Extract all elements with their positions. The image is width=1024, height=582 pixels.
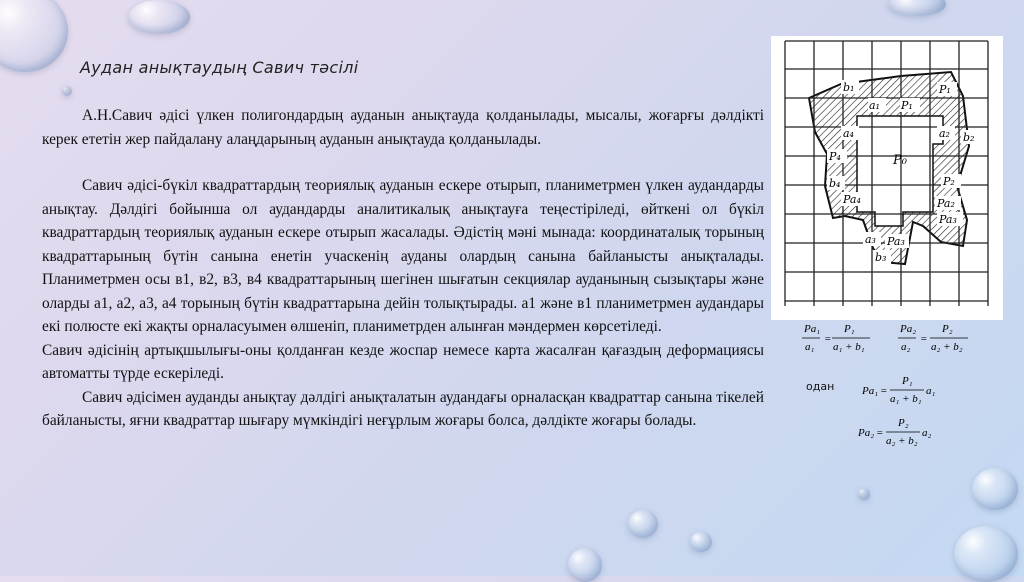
f1-lhs-den: a₁ bbox=[805, 341, 815, 353]
f2-rhs-num: P₂ bbox=[942, 323, 953, 335]
f4-equals: = bbox=[876, 427, 884, 439]
label-a4: a₄ bbox=[843, 127, 854, 140]
label-b1: b₁ bbox=[843, 81, 855, 94]
f3-den: a₁ + b₁ bbox=[890, 393, 922, 405]
water-drop-decoration bbox=[858, 488, 870, 500]
f1-lhs-num: Pa₁ bbox=[804, 323, 821, 335]
label-p2: P₂ bbox=[943, 175, 955, 188]
label-pa4: Pa₄ bbox=[843, 193, 861, 206]
f2-lhs-den: a₂ bbox=[901, 341, 911, 353]
odan-label: одан bbox=[806, 380, 835, 393]
water-drop-decoration bbox=[0, 0, 68, 72]
label-p4: P₄ bbox=[829, 150, 841, 163]
f4-lhs: Pa₂ bbox=[858, 427, 875, 439]
slide-title: Аудан анықтаудың Савич тәсілі bbox=[80, 58, 359, 77]
paragraph-1: А.Н.Савич әдісі үлкен полигондардың ауданын анықтауда қолданылады, мысалы, жоғарғы дәлдікті керек ететін жер пайдалану алаңдарының ауданын анықтауда қолданылады. bbox=[42, 107, 764, 148]
f1-rhs-den: a₁ + b₁ bbox=[833, 341, 865, 353]
paragraph-2: Савич әдісі-бүкіл квадраттардың теориялық ауданын ескере отырып, планиметрмен үлкен аудандарды анықтау. Дәлдігі бойынша ол аудандарды аналитикалық анықтауға теңестіріледі, өйткені ол бүкіл квадраттардың теориялық ауданын ескере отырып жасалады. Әдістің мәні мынада: координаталық торының квадраттарының бүтін санына енетін учаскенің ауданы олардың санына байланысты анықталады. Планиметрмен осы в1, в2, в3, в4 квадраттарының шегінен шығатын секциялар ауданының сызықтары және оларды а1, а2, а3, а4 торының бүтін квадраттарына дейін толықтырады. а1 және в1 планиметрмен аудандары екі полюсте екі жақты орналасуымен өлшеніп, планиметрден алынған мәндермен көрсетіледі. bbox=[42, 177, 764, 335]
label-a1: a₁ bbox=[869, 99, 880, 112]
water-drop-decoration bbox=[628, 510, 658, 538]
label-p1a: P₁ bbox=[901, 99, 913, 112]
label-p0: P₀ bbox=[893, 153, 907, 168]
f4-mult: a₂ bbox=[922, 427, 932, 439]
f3-equals: = bbox=[880, 385, 888, 397]
f2-lhs-num: Pa₂ bbox=[900, 323, 917, 335]
label-a2: a₂ bbox=[939, 127, 950, 140]
label-pa3: Pa₃ bbox=[887, 235, 905, 248]
f2-rhs-den: a₂ + b₂ bbox=[931, 341, 963, 353]
savich-grid-diagram bbox=[771, 36, 1003, 320]
paragraph-3: Савич әдісінің артықшылығы-оны қолданған кезде жоспар немесе карта жасалған қағаздың деформациясы автоматты түрде ескеріледі. bbox=[42, 341, 764, 382]
paragraph-4: Савич әдісімен ауданды анықтау дәлдігі анықталатын аудандағы орналасқан квадраттар санына тікелей байланысты, яғни квадраттар шығару мүмкіндігі неғұрлым жоғары болса, дәлдікте жоғары болады. bbox=[42, 388, 764, 429]
f1-rhs-num: P₁ bbox=[844, 323, 855, 335]
f2-equals: = bbox=[920, 333, 928, 345]
water-drop-decoration bbox=[690, 532, 712, 552]
label-a3: a₃ bbox=[865, 233, 876, 246]
water-drop-decoration bbox=[62, 86, 72, 96]
f3-lhs: Pa₁ bbox=[862, 385, 879, 397]
water-drop-decoration bbox=[954, 526, 1018, 582]
f3-mult: a₁ bbox=[926, 385, 936, 397]
water-drop-decoration bbox=[888, 0, 946, 16]
label-pa2: Pa₂ bbox=[937, 197, 955, 210]
f4-den: a₂ + b₂ bbox=[886, 435, 918, 447]
label-p1b: P₁ bbox=[939, 83, 951, 96]
water-drop-decoration bbox=[568, 548, 602, 582]
body-text bbox=[42, 104, 764, 433]
label-b4: b₄ bbox=[829, 177, 841, 190]
f3-num: P₁ bbox=[902, 375, 913, 387]
label-b2: b₂ bbox=[963, 131, 975, 144]
water-drop-decoration bbox=[128, 0, 190, 34]
label-b3: b₃ bbox=[875, 251, 887, 264]
label-pa3-right: Pa₃ bbox=[939, 213, 957, 226]
f4-num: P₂ bbox=[898, 417, 909, 429]
f1-equals: = bbox=[824, 333, 832, 345]
water-drop-decoration bbox=[972, 468, 1018, 510]
